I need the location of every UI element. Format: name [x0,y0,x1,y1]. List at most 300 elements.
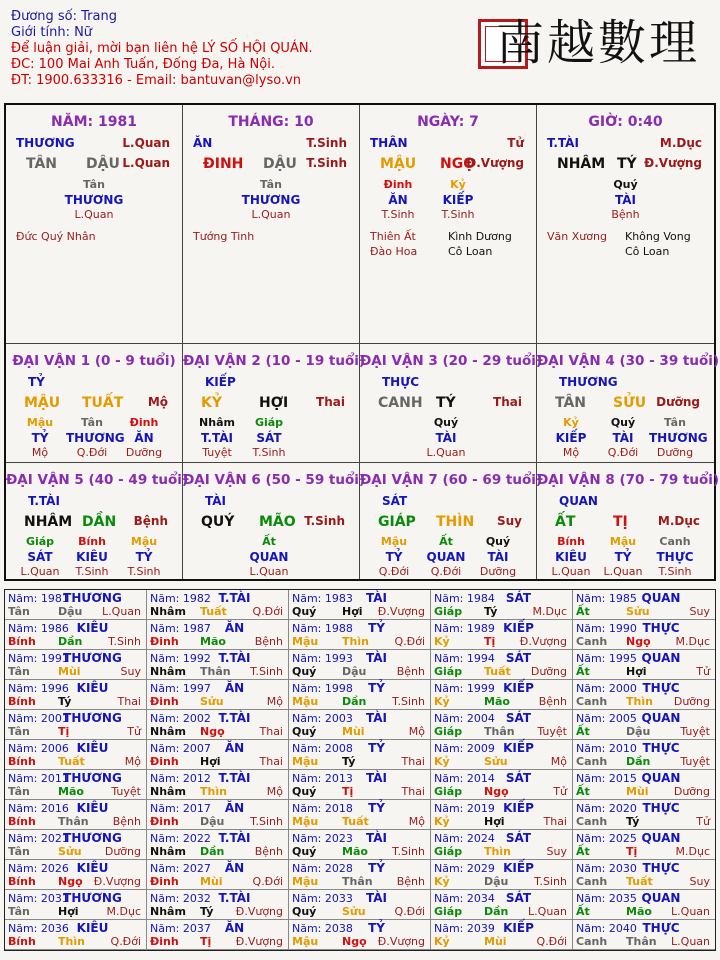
year-ten-god: QUAN [641,831,681,845]
year-ten-god: THỰC [642,621,680,635]
year-branch: Mão [626,905,652,918]
dai-van-god: T.TÀI [28,494,60,508]
year-label: Năm: 1982 [150,592,211,605]
year-label: Năm: 1990 [576,622,637,635]
year-stem: Nhâm [150,605,186,618]
year-branch: Dần [58,635,83,648]
year-branch: Tuất [484,665,511,678]
dai-van-god: SÁT [382,494,408,508]
year-stem: Kỷ [434,635,450,648]
year-cell [147,710,289,740]
year-label: Năm: 1994 [434,652,495,665]
hidden-god: TÀI [614,193,636,207]
year-stem: Đinh [150,635,179,648]
year-branch: Mùi [342,725,365,738]
star-1: Văn Xương [547,230,607,243]
hidden-stage: L.Quan [251,208,291,221]
year-label: Năm: 2027 [150,862,211,875]
year-stem: Mậu [292,635,319,648]
dai-van-branch: HỢI [259,395,289,411]
hidden-stem: Bính [557,535,585,548]
dai-van-stem: NHÂM [24,514,73,530]
year-stage: T.Sinh [250,815,283,828]
year-cell [573,710,715,740]
hidden-stem: Mậu [26,416,54,429]
year-stem: Canh [576,815,608,828]
year-stage: Đ.Vượng [235,905,283,918]
hidden-god: SÁT [256,431,282,445]
year-stage: Mộ [266,695,283,708]
year-stem: Mậu [292,695,319,708]
year-branch: Hợi [342,605,363,618]
year-label: Năm: 2018 [292,802,353,815]
year-stage: Thai [401,755,425,768]
year-stage: Bệnh [112,815,141,828]
year-label: Năm: 2012 [150,772,211,785]
year-stage: M.Dục [106,905,141,918]
hidden-stage: L.Quan [249,565,289,578]
pillar-stem: TÂN [26,156,58,172]
hidden-stage: Q.Đới [76,446,108,459]
year-stem: Tân [8,605,30,618]
year-label: Năm: 2039 [434,922,495,935]
dai-van-title: ĐẠI VẬN 3 (20 - 29 tuổi) [360,353,543,369]
year-label: Năm: 2026 [8,862,69,875]
dai-van-stem: MẬU [24,395,61,411]
year-stage: Q.Đới [536,935,567,948]
year-branch: Tuất [58,755,85,768]
hidden-god: KIÊU [76,550,108,564]
year-cell [431,620,573,650]
dai-van-god: KIẾP [205,375,236,389]
address: ĐC: 100 Mai Anh Tuấn, Đống Đa, Hà Nội. [11,57,275,72]
year-stem: Quý [292,605,317,618]
year-ten-god: THỰC [642,861,680,875]
year-ten-god: ĂN [224,741,245,755]
year-label: Năm: 1981 [8,592,69,605]
year-ten-god: ĂN [224,681,245,695]
dai-van-title: ĐẠI VẬN 2 (10 - 19 tuổi) [183,353,366,369]
dai-van-branch: TỊ [613,514,628,530]
year-branch: Sửu [342,905,366,918]
dai-van-cell-1 [6,344,183,463]
year-stage: Dưỡng [673,785,710,798]
hidden-god: QUAN [249,550,289,564]
year-branch: Tị [342,785,354,798]
hidden-stem: Giáp [25,535,55,548]
year-branch: Tị [484,635,496,648]
year-stage: Tuyệt [680,725,710,738]
hidden-stem: Ất [262,535,276,548]
year-label: Năm: 2004 [434,712,495,725]
year-label: Năm: 1993 [292,652,353,665]
hidden-stage: T.Sinh [252,446,286,459]
year-stem: Kỷ [434,935,450,948]
dai-van-cell-2 [183,344,366,463]
year-stage: T.Sinh [108,635,141,648]
year-branch: Tý [484,605,498,618]
dai-van-title: ĐẠI VẬN 8 (70 - 79 tuổi) [537,472,720,488]
hidden-god: KIÊU [555,550,587,564]
star-1: Tướng Tinh [193,230,255,243]
hidden-stage: Q.Đới [430,565,462,578]
year-label: Năm: 2029 [434,862,495,875]
year-cell [573,590,715,620]
pillar-stage: Tử [507,136,524,150]
year-cell [147,680,289,710]
year-ten-god: THƯƠNG [63,891,122,905]
pillar-branch: DẬU [86,156,120,172]
year-stem: Đinh [150,935,179,948]
hidden-god: KIẾP [442,193,474,207]
year-stem: Bính [8,635,36,648]
year-stage: L.Quan [671,935,710,948]
year-label: Năm: 2006 [8,742,69,755]
year-stem: Mậu [292,755,319,768]
pillar-branch-stage: Đ.Vượng [466,156,524,170]
year-cell [5,800,147,830]
year-stage: Tuyệt [111,785,141,798]
year-ten-god: ĂN [224,801,245,815]
brand-logo [478,10,708,70]
year-label: Năm: 2020 [576,802,637,815]
year-branch: Tuất [342,815,369,828]
year-label: Năm: 2002 [150,712,211,725]
year-cell [5,860,147,890]
hidden-god: THƯƠNG [64,193,124,207]
year-ten-god: KIÊU [76,801,109,815]
year-branch: Ngọ [484,785,509,798]
year-ten-god: KIẾP [503,921,534,935]
hidden-god: TỶ [385,550,403,564]
year-label: Năm: 2034 [434,892,495,905]
star-1: Đức Quý Nhân [16,230,96,243]
dai-van-stage: Thai [493,395,522,409]
year-cell [289,830,431,860]
year-cell [5,770,147,800]
year-label: Năm: 1986 [8,622,69,635]
brand-calligraphy: 南越數理 [496,15,701,71]
year-label: Năm: 2015 [576,772,637,785]
year-branch: Dần [342,695,367,708]
year-stem: Giáp [434,725,463,738]
year-cell [431,680,573,710]
year-branch: Thân [200,665,231,678]
year-label: Năm: 1983 [292,592,353,605]
hidden-stage: Tuyệt [202,446,232,459]
year-label: Năm: 2017 [150,802,211,815]
pillar-ten-god: THÂN [370,136,408,150]
pillar-ten-god: T.TÀI [547,136,579,150]
star-4: Cô Loan [625,245,670,258]
year-cell [431,710,573,740]
year-cell [5,710,147,740]
year-ten-god: KIÊU [76,681,109,695]
hidden-stage: L.Quan [426,446,466,459]
year-cell [289,800,431,830]
dai-van-stage: Bệnh [133,514,168,528]
year-ten-god: SÁT [505,651,532,665]
year-ten-god: THƯƠNG [63,771,122,785]
year-stem: Tân [8,785,30,798]
year-cell [289,860,431,890]
year-stem: Mậu [292,935,319,948]
year-stage: L.Quan [102,605,141,618]
year-branch: Tị [58,725,70,738]
year-cell [289,710,431,740]
year-stage: Tử [696,815,710,828]
year-label: Năm: 2009 [434,742,495,755]
year-ten-god: THỰC [642,741,680,755]
year-stem: Quý [292,905,317,918]
year-stem: Tân [8,845,30,858]
pillar-ten-god: ĂN [193,136,213,150]
star-4: Cô Loan [448,245,493,258]
hidden-stage: T.Sinh [75,565,109,578]
dai-van-cell-8 [537,463,720,579]
year-cell [147,770,289,800]
year-label: Năm: 1999 [434,682,495,695]
year-ten-god: ĂN [224,921,245,935]
year-label: Năm: 2024 [434,832,495,845]
year-stage: Thai [117,695,141,708]
year-ten-god: ĂN [224,861,245,875]
year-stem: Bính [8,875,36,888]
gender: Giới tính: Nữ [11,25,93,40]
year-branch: Mùi [200,875,223,888]
pillar-branch: DẬU [263,156,297,172]
year-cell [5,590,147,620]
year-branch: Tuất [626,875,653,888]
year-stage: Q.Đới [252,875,283,888]
hidden-god: TỶ [135,550,153,564]
year-stage: Thai [259,755,283,768]
year-cell [147,620,289,650]
pillar-title: NĂM: 1981 [51,114,137,130]
year-cell [5,680,147,710]
year-cell [5,890,147,920]
hidden-stage: T.Sinh [381,208,415,221]
year-branch: Mão [200,635,226,648]
year-cell [431,890,573,920]
year-label: Năm: 2023 [292,832,353,845]
year-cell [5,920,147,950]
year-stem: Nhâm [150,785,186,798]
dai-van-stem: GIÁP [378,514,416,530]
year-stem: Tân [8,665,30,678]
year-label: Năm: 2003 [292,712,353,725]
year-stem: Bính [8,815,36,828]
year-label: Năm: 1996 [8,682,69,695]
year-stem: Ất [576,845,590,858]
hidden-stage: L.Quan [603,565,643,578]
hidden-stage: T.Sinh [441,208,475,221]
pillar-branch-stage: Đ.Vượng [644,156,702,170]
year-stage: Thai [401,785,425,798]
year-branch: Dậu [200,815,225,828]
hidden-stem: Ất [439,535,453,548]
hidden-stage: Dưỡng [479,565,517,578]
pillar-stem: ĐINH [203,156,244,172]
star-2: Kình Dương [448,230,512,243]
year-stage: Dưỡng [530,665,567,678]
year-ten-god: T.TÀI [218,831,251,845]
dai-van-cell-5 [6,463,189,579]
year-cell [573,920,715,950]
dai-van-stage: Mộ [147,395,168,409]
hidden-stage: T.Sinh [658,565,692,578]
dai-van-title: ĐẠI VẬN 6 (50 - 59 tuổi) [183,472,366,488]
dai-van-cell-3 [360,344,543,463]
dai-van-god: QUAN [559,494,598,508]
year-label: Năm: 1985 [576,592,637,605]
hidden-stem: Kỷ [450,178,466,191]
year-stem: Quý [292,665,317,678]
hidden-stage: Q.Đới [607,446,639,459]
dai-van-title: ĐẠI VẬN 7 (60 - 69 tuổi) [360,472,543,488]
hidden-stem: Quý [485,535,511,548]
year-label: Năm: 2014 [434,772,495,785]
year-branch: Mùi [626,785,649,798]
hidden-stage: L.Quan [551,565,591,578]
pillar-stage: L.Quan [122,136,170,150]
year-stage: Tuyệt [537,725,567,738]
year-cell [573,830,715,860]
year-branch: Hợi [200,755,221,768]
year-stage: Suy [546,845,567,858]
subject-name: Đương số: Trang [11,9,117,24]
hidden-god: TỶ [31,431,49,445]
dai-van-branch: DẦN [82,514,117,530]
pillar-stem: NHÂM [557,156,606,172]
hidden-stem: Giáp [254,416,284,429]
year-branch: Hợi [626,665,647,678]
dai-van-stage: M.Dục [657,514,700,528]
year-stem: Nhâm [150,665,186,678]
year-stage: Đ.Vượng [377,605,425,618]
year-stem: Ất [576,605,590,618]
year-ten-god: T.TÀI [218,891,251,905]
year-ten-god: TỶ [368,621,385,635]
year-label: Năm: 2001 [8,712,69,725]
hidden-god: THỰC [656,550,694,564]
year-ten-god: T.TÀI [218,591,251,605]
annual-table [4,589,716,951]
year-branch: Hợi [484,815,505,828]
year-label: Năm: 1991 [8,652,69,665]
year-branch: Dậu [484,875,509,888]
year-ten-god: TÀI [365,711,387,725]
hidden-god: THƯƠNG [66,431,125,445]
year-branch: Thìn [484,845,511,858]
year-stage: M.Dục [532,605,567,618]
hidden-god: TỶ [614,550,632,564]
year-branch: Ngọ [58,875,83,888]
year-branch: Mão [484,695,510,708]
hidden-stem: Bính [78,535,106,548]
hidden-stem: Quý [613,178,638,191]
hidden-god: TÀI [612,431,634,445]
year-stage: Dưỡng [104,845,141,858]
year-ten-god: TÀI [365,651,387,665]
dai-van-branch: THÌN [436,514,475,530]
year-stem: Canh [576,935,608,948]
year-stem: Quý [292,725,317,738]
pillar-branch-stage: T.Sinh [306,156,347,170]
year-stage: Đ.Vượng [93,875,141,888]
hidden-stage: Bệnh [611,208,640,221]
year-stem: Kỷ [434,695,450,708]
year-cell [431,800,573,830]
year-cell [573,890,715,920]
pillar-title: THÁNG: 10 [228,114,314,130]
year-label: Năm: 1988 [292,622,353,635]
year-stage: Tử [553,785,567,798]
year-ten-god: TỶ [368,681,385,695]
year-label: Năm: 2035 [576,892,637,905]
year-stem: Đinh [150,875,179,888]
year-stem: Giáp [434,845,463,858]
year-ten-god: KIÊU [76,621,109,635]
year-stage: Q.Đới [394,635,425,648]
year-stage: Suy [120,665,141,678]
year-stage: Bệnh [254,845,283,858]
year-stem: Canh [576,875,608,888]
star-1: Thiên Ất [370,230,416,243]
year-stem: Quý [292,845,317,858]
year-cell [431,830,573,860]
year-stem: Ất [576,785,590,798]
year-stem: Nhâm [150,905,186,918]
pillar-cell-2 [183,105,360,344]
hidden-god: THƯƠNG [241,193,301,207]
hidden-stem: Kỷ [563,416,579,429]
year-branch: Sửu [626,605,650,618]
hidden-stem: Mậu [609,535,637,548]
year-stem: Giáp [434,605,463,618]
year-cell [5,830,147,860]
pillar-stage: M.Dục [659,136,702,150]
hidden-stem: Canh [659,535,691,548]
year-cell [431,590,573,620]
year-label: Năm: 2011 [8,772,69,785]
year-branch: Thìn [58,935,85,948]
hidden-god: ĂN [134,431,154,445]
year-cell [573,770,715,800]
dai-van-god: TỶ [28,375,45,389]
dai-van-cell-7 [360,463,543,579]
year-ten-god: KIÊU [76,741,109,755]
year-stage: Mộ [266,785,283,798]
year-stage: Q.Đới [110,935,141,948]
year-ten-god: THƯƠNG [63,831,122,845]
hidden-god: ĂN [388,193,408,207]
year-stage: Q.Đới [252,605,283,618]
year-ten-god: ĂN [224,621,245,635]
year-branch: Hợi [58,905,79,918]
year-cell [147,650,289,680]
hidden-god: TÀI [487,550,509,564]
year-ten-god: KIẾP [503,621,534,635]
year-ten-god: TÀI [365,771,387,785]
year-branch: Thân [342,875,373,888]
hidden-stage: L.Quan [74,208,114,221]
pillar-branch-stage: L.Quan [122,156,170,170]
year-branch: Dần [484,905,509,918]
year-ten-god: T.TÀI [218,711,251,725]
year-cell [147,590,289,620]
year-label: Năm: 2005 [576,712,637,725]
